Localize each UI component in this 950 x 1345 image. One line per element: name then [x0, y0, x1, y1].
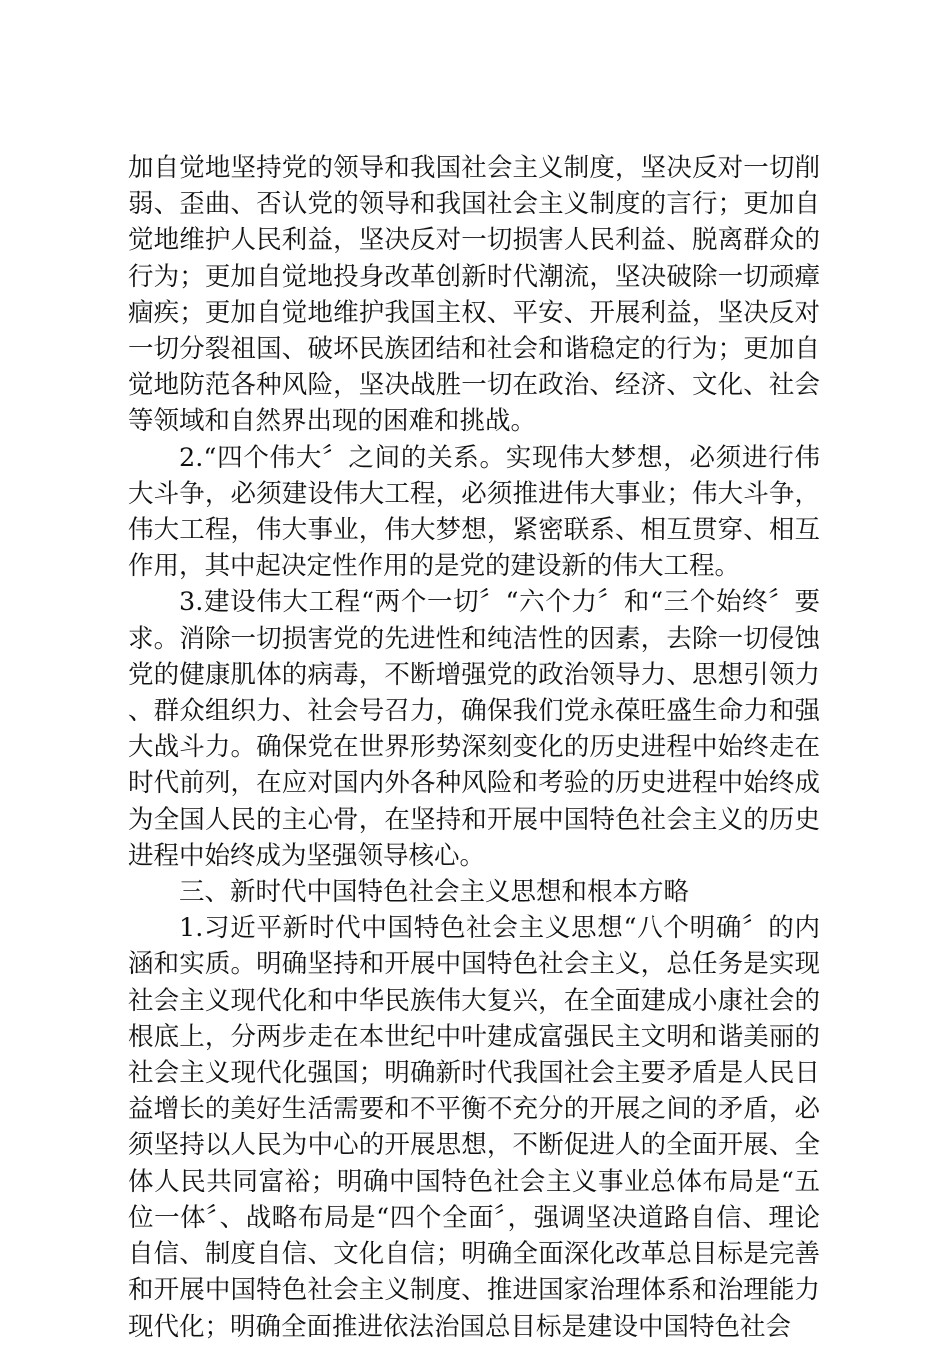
- paragraph-2: 2.“四个伟大〞之间的关系。实现伟大梦想，必须进行伟大斗争，必须建设伟大工程，必须推进伟大事业；伟大斗争，伟大工程，伟大事业，伟大梦想，紧密联系、相互贯穿、相互作用，其中起决定性作用的是党的建设新的伟大工程。: [128, 442, 820, 582]
- paragraph-4: 1.习近平新时代中国特色社会主义思想“八个明确〞的内涵和实质。明确坚持和开展中国特色社会主义，总任务是实现社会主义现代化和中华民族伟大复兴，在全面建成小康社会的根底上，分两步走在本世纪中叶建成富强民主文明和谐美丽的社会主义现代化强国；明确新时代我国社会主要矛盾是人民日益增长的美好生活需要和不平衡不充分的开展之间的矛盾，必须坚持以人民为中心的开展思想，不断促进人的全面开展、全体人民共同富裕；明确中国特色社会主义事业总体布局是“五位一体〞、战略布局是“四个全面〞，强调坚决道路自信、理论自信、制度自信、文化自信；明确全面深化改革总目标是完善和开展中国特色社会主义制度、推进国家治理体系和治理能力现代化；明确全面推进依法治国总目标是建设中国特色社会: [128, 913, 820, 1342]
- document-page: [128, 150, 820, 1342]
- section-heading: 三、新时代中国特色社会主义思想和根本方略: [179, 877, 690, 908]
- paragraph-3: 3.建设伟大工程“两个一切〞“六个力〞和“三个始终〞要求。消除一切损害党的先进性和纯洁性的因素，去除一切侵蚀党的健康肌体的病毒，不断增强党的政治领导力、思想引领力、群众组织力、社会号召力，确保我们党永葆旺盛生命力和强大战斗力。确保党在世界形势深刻变化的历史进程中始终走在时代前列，在应对国内外各种风险和考验的历史进程中始终成为全国人民的主心骨，在坚持和开展中国特色社会主义的历史进程中始终成为坚强领导核心。: [128, 587, 820, 871]
- paragraph-1: 加自觉地坚持党的领导和我国社会主义制度，坚决反对一切削弱、歪曲、否认党的领导和我国社会主义制度的言行；更加自觉地维护人民利益，坚决反对一切损害人民利益、脱离群众的行为；更加自觉地投身改革创新时代潮流，坚决破除一切顽瘴痼疾；更加自觉地维护我国主权、平安、开展利益，坚决反对一切分裂祖国、破坏民族团结和社会和谐稳定的行为；更加自觉地防范各种风险，坚决战胜一切在政治、经济、文化、社会等领域和自然界出现的困难和挑战。: [128, 153, 820, 437]
